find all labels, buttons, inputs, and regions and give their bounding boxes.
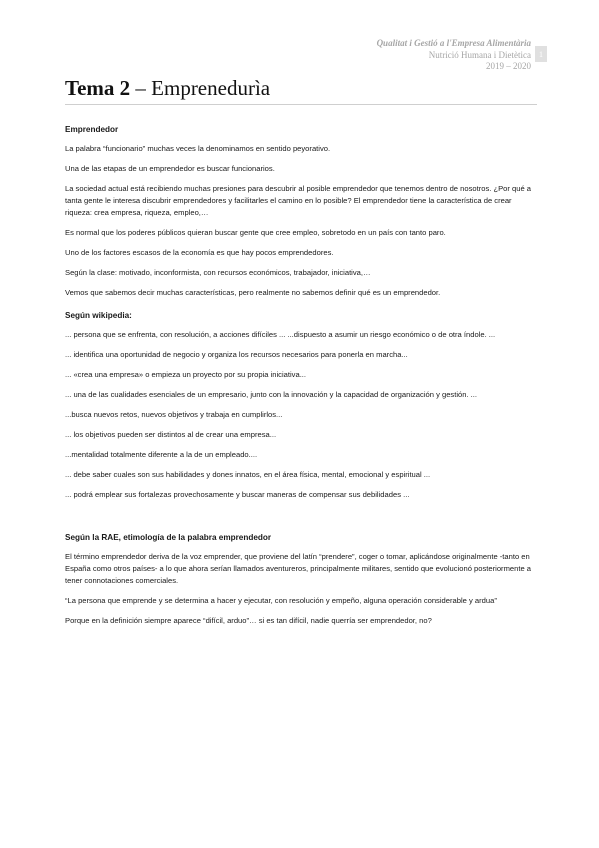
paragraph: Vemos que sabemos decir muchas características, pero realmente no sabemos definir qué es un emprendedor. [65, 288, 441, 297]
section-heading-emprendedor: Emprendedor [65, 125, 119, 134]
page-title [65, 76, 270, 101]
title-topic: Tema 2 [65, 76, 131, 100]
section-heading-rae: Según la RAE, etimología de la palabra emprendedor [65, 533, 272, 542]
quote-item: ... «crea una empresa» o empieza un proyecto por su propia iniciativa... [65, 370, 307, 379]
document-body [65, 124, 537, 635]
quote-item: ... podrá emplear sus fortalezas provechosamente y buscar maneras de compensar sus debilidades ... [65, 490, 410, 499]
header-degree: Nutrició Humana i Dietètica [428, 49, 531, 60]
quote-item: ...busca nuevos retos, nuevos objetivos y trabaja en cumplirlos... [65, 410, 283, 419]
header-year: 2019 – 2020 [486, 61, 531, 71]
quote-item: ... debe saber cuales son sus habilidades y dones innatos, en el área física, mental, emocional y espiritual ... [65, 470, 431, 479]
closing-remark: Porque en la definición siempre aparece “difícil, arduo”… si es tan difícil, nadie querría ser emprendedor, no? [65, 616, 432, 625]
quote-item: ... los objetivos pueden ser distintos al de crear una empresa... [65, 430, 277, 439]
quote-item: ... identifica una oportunidad de negocio y organiza los recursos necesarios para ponerla en marcha... [65, 350, 408, 359]
paragraph: El término emprendedor deriva de la voz emprender, que proviene del latín “prendere”, coger o tomar, aplicándose originalmente -tanto en España como otros países- a lo que ahora serían llamados aventureros, principalmente militares, sentido que evolucionó posteriormente a tener connotaciones comerciales. [65, 552, 532, 585]
paragraph: Una de las etapas de un emprendedor es buscar funcionarios. [65, 164, 275, 173]
running-header [377, 38, 531, 73]
paragraph: La palabra “funcionario” muchas veces la denominamos en sentido peyorativo. [65, 144, 331, 153]
paragraph: Uno de los factores escasos de la economía es que hay pocos emprendedores. [65, 248, 334, 257]
paragraph: Es normal que los poderes públicos quieran buscar gente que cree empleo, sobretodo en un país con tanto paro. [65, 228, 446, 237]
definition-quote: “La persona que emprende y se determina a hacer y ejecutar, con resolución y empeño, alguna operación considerable y ardua” [65, 596, 497, 605]
title-subject: – Emprenedurìa [130, 76, 271, 100]
section-heading-wikipedia: Según wikipedia: [65, 311, 132, 320]
title-divider [65, 104, 537, 105]
quote-item: ... una de las cualidades esenciales de un empresario, junto con la innovación y la capacidad de organización y gestión. ... [65, 390, 478, 399]
header-course: Qualitat i Gestió a l'Empresa Alimentària [376, 38, 531, 48]
paragraph: La sociedad actual está recibiendo muchas presiones para descubrir al posible emprendedor que tenemos dentro de nosotros. ¿Por qué a tanta gente le interesa discubrir emprendedores y facilitarles el camino en lo posible? El emprendedor tiene la característica de crear riqueza: crea empresa, riqueza, empleo,… [65, 184, 532, 217]
quote-item: ... persona que se enfrenta, con resolución, a acciones difíciles ... ...dispuesto a asumir un riesgo económico o de otra índole. ... [65, 330, 496, 339]
page-number: 1 [535, 46, 547, 62]
paragraph: Según la clase: motivado, inconformista, con recursos económicos, trabajador, iniciativa,… [65, 268, 371, 277]
quote-item: ...mentalidad totalmente diferente a la de un empleado.... [65, 450, 258, 459]
